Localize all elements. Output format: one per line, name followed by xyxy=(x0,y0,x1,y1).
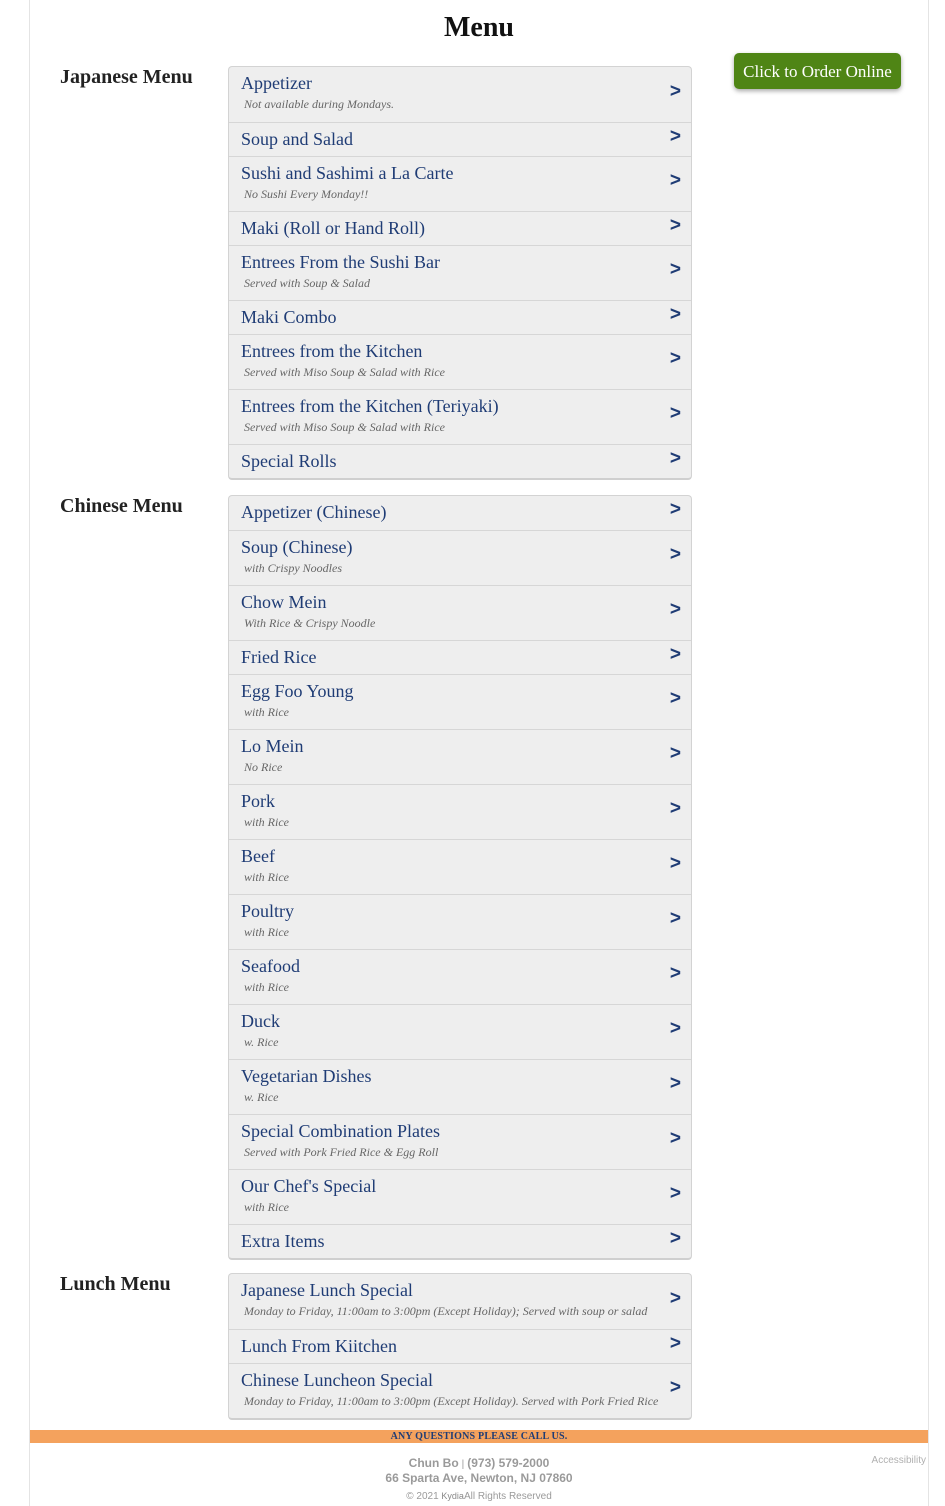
chevron-right-icon: > xyxy=(669,743,681,764)
section-title: Japanese Menu xyxy=(60,66,193,88)
category-name: Chow Mein xyxy=(241,592,327,612)
chevron-right-icon: > xyxy=(669,1128,681,1149)
chevron-right-icon: > xyxy=(669,1073,681,1094)
category-item[interactable] xyxy=(229,1114,691,1169)
category-name: Soup (Chinese) xyxy=(241,537,353,557)
category-description: Served with Miso Soup & Salad with Rice xyxy=(244,365,445,379)
chevron-right-icon: > xyxy=(669,1287,681,1309)
chevron-right-icon: > xyxy=(669,544,681,565)
category-list xyxy=(228,495,692,1260)
category-description: Monday to Friday, 11:00am to 3:00pm (Except Holiday); Served with soup or salad xyxy=(244,1304,648,1318)
chevron-right-icon: > xyxy=(669,908,681,929)
chevron-right-icon: > xyxy=(669,125,681,147)
category-name: Poultry xyxy=(241,901,295,921)
chevron-right-icon: > xyxy=(669,1227,681,1249)
chevron-right-icon: > xyxy=(669,963,681,984)
category-description: Served with Miso Soup & Salad with Rice xyxy=(244,420,445,434)
category-name: Japanese Lunch Special xyxy=(241,1280,413,1300)
category-name: Duck xyxy=(241,1011,280,1031)
category-item[interactable] xyxy=(229,67,691,122)
chevron-right-icon: > xyxy=(669,170,681,191)
category-list xyxy=(228,1273,692,1420)
category-item[interactable] xyxy=(229,334,691,389)
category-name: Pork xyxy=(241,791,276,811)
page-title: Menu xyxy=(444,12,514,43)
category-description: No Sushi Every Monday!! xyxy=(244,187,369,201)
footer-separator: | xyxy=(461,1459,465,1470)
category-list xyxy=(228,66,692,480)
phone-link[interactable]: (973) 579-2000 xyxy=(467,1456,550,1470)
category-name: Maki (Roll or Hand Roll) xyxy=(241,218,425,238)
category-name: Egg Foo Young xyxy=(241,681,354,701)
section-title: Lunch Menu xyxy=(60,1273,171,1295)
category-description: with Rice xyxy=(244,705,289,719)
category-description: No Rice xyxy=(244,760,283,774)
category-item[interactable] xyxy=(229,729,691,784)
category-description: with Rice xyxy=(244,925,289,939)
category-description: Not available during Mondays. xyxy=(244,97,394,111)
category-name: Chinese Luncheon Special xyxy=(241,1370,433,1390)
chevron-right-icon: > xyxy=(669,214,681,236)
chevron-right-icon: > xyxy=(669,853,681,874)
category-item[interactable] xyxy=(229,444,691,478)
category-name: Sushi and Sashimi a La Carte xyxy=(241,163,454,183)
kydia-link[interactable]: Kydia xyxy=(441,1491,464,1501)
chevron-right-icon: > xyxy=(669,348,681,369)
chevron-right-icon: > xyxy=(669,499,681,520)
category-item[interactable] xyxy=(229,1169,691,1224)
category-description: Served with Soup & Salad xyxy=(244,276,370,290)
accessibility-link[interactable]: Accessibility xyxy=(871,1455,926,1466)
category-item[interactable] xyxy=(229,894,691,949)
category-item[interactable] xyxy=(229,949,691,1004)
category-description: with Rice xyxy=(244,1200,289,1214)
category-name: Lunch From Kiitchen xyxy=(241,1336,397,1356)
category-name: Seafood xyxy=(241,956,300,976)
category-name: Appetizer (Chinese) xyxy=(241,502,387,522)
category-description: Monday to Friday, 11:00am to 3:00pm (Except Holiday). Served with Pork Fried Rice xyxy=(244,1394,659,1408)
category-description: Served with Pork Fried Rice & Egg Roll xyxy=(244,1145,439,1159)
category-item[interactable] xyxy=(229,245,691,300)
category-item[interactable] xyxy=(229,1224,691,1258)
copyright: © 2021 xyxy=(406,1491,439,1502)
category-name: Entrees from the Kitchen xyxy=(241,341,423,361)
rights-reserved: All Rights Reserved xyxy=(463,1491,552,1502)
call-us-banner: ANY QUESTIONS PLEASE CALL US. xyxy=(30,1430,928,1443)
category-description: w. Rice xyxy=(244,1090,279,1104)
category-item[interactable] xyxy=(229,1363,691,1418)
category-name: Vegetarian Dishes xyxy=(241,1066,372,1086)
category-item[interactable] xyxy=(229,389,691,444)
category-name: Lo Mein xyxy=(241,736,304,756)
chevron-right-icon: > xyxy=(669,1018,681,1039)
category-item[interactable] xyxy=(229,1059,691,1114)
category-item[interactable] xyxy=(229,156,691,211)
category-item[interactable] xyxy=(229,839,691,894)
category-description: With Rice & Crispy Noodle xyxy=(244,616,376,630)
category-item[interactable] xyxy=(229,585,691,640)
category-name: Beef xyxy=(241,846,275,866)
chevron-right-icon: > xyxy=(669,80,681,102)
chevron-right-icon: > xyxy=(669,1183,681,1204)
chevron-right-icon: > xyxy=(669,643,681,665)
category-item[interactable] xyxy=(229,211,691,245)
category-item[interactable] xyxy=(229,122,691,156)
address: 66 Sparta Ave, Newton, NJ 07860 xyxy=(385,1471,573,1485)
category-item[interactable] xyxy=(229,1274,691,1329)
category-item[interactable] xyxy=(229,496,691,530)
order-online-button[interactable]: Click to Order Online xyxy=(734,53,901,89)
category-name: Special Combination Plates xyxy=(241,1121,440,1141)
category-name: Entrees From the Sushi Bar xyxy=(241,252,440,272)
chevron-right-icon: > xyxy=(669,303,681,325)
category-item[interactable] xyxy=(229,1004,691,1059)
category-name: Extra Items xyxy=(241,1231,325,1251)
restaurant-name: Chun Bo xyxy=(408,1456,459,1470)
chevron-right-icon: > xyxy=(669,599,681,620)
category-name: Special Rolls xyxy=(241,451,337,471)
chevron-right-icon: > xyxy=(669,798,681,819)
category-item[interactable] xyxy=(229,640,691,674)
category-description: w. Rice xyxy=(244,1035,279,1049)
chevron-right-icon: > xyxy=(669,1377,681,1398)
category-description: with Rice xyxy=(244,815,289,829)
category-name: Our Chef's Special xyxy=(241,1176,377,1196)
category-name: Appetizer xyxy=(241,73,312,93)
category-item[interactable] xyxy=(229,784,691,839)
category-description: with Rice xyxy=(244,980,289,994)
category-description: with Crispy Noodles xyxy=(244,561,343,575)
category-name: Entrees from the Kitchen (Teriyaki) xyxy=(241,396,499,416)
section-title: Chinese Menu xyxy=(60,495,183,517)
page-container xyxy=(29,0,929,1506)
chevron-right-icon: > xyxy=(669,403,681,424)
footer xyxy=(30,1455,928,1503)
category-item[interactable] xyxy=(229,300,691,334)
category-item[interactable] xyxy=(229,674,691,729)
category-name: Fried Rice xyxy=(241,647,317,667)
category-item[interactable] xyxy=(229,530,691,585)
chevron-right-icon: > xyxy=(669,447,681,469)
category-item[interactable] xyxy=(229,1329,691,1363)
category-name: Maki Combo xyxy=(241,307,337,327)
category-name: Soup and Salad xyxy=(241,129,353,149)
chevron-right-icon: > xyxy=(669,259,681,280)
category-description: with Rice xyxy=(244,870,289,884)
chevron-right-icon: > xyxy=(669,688,681,709)
chevron-right-icon: > xyxy=(669,1332,681,1354)
